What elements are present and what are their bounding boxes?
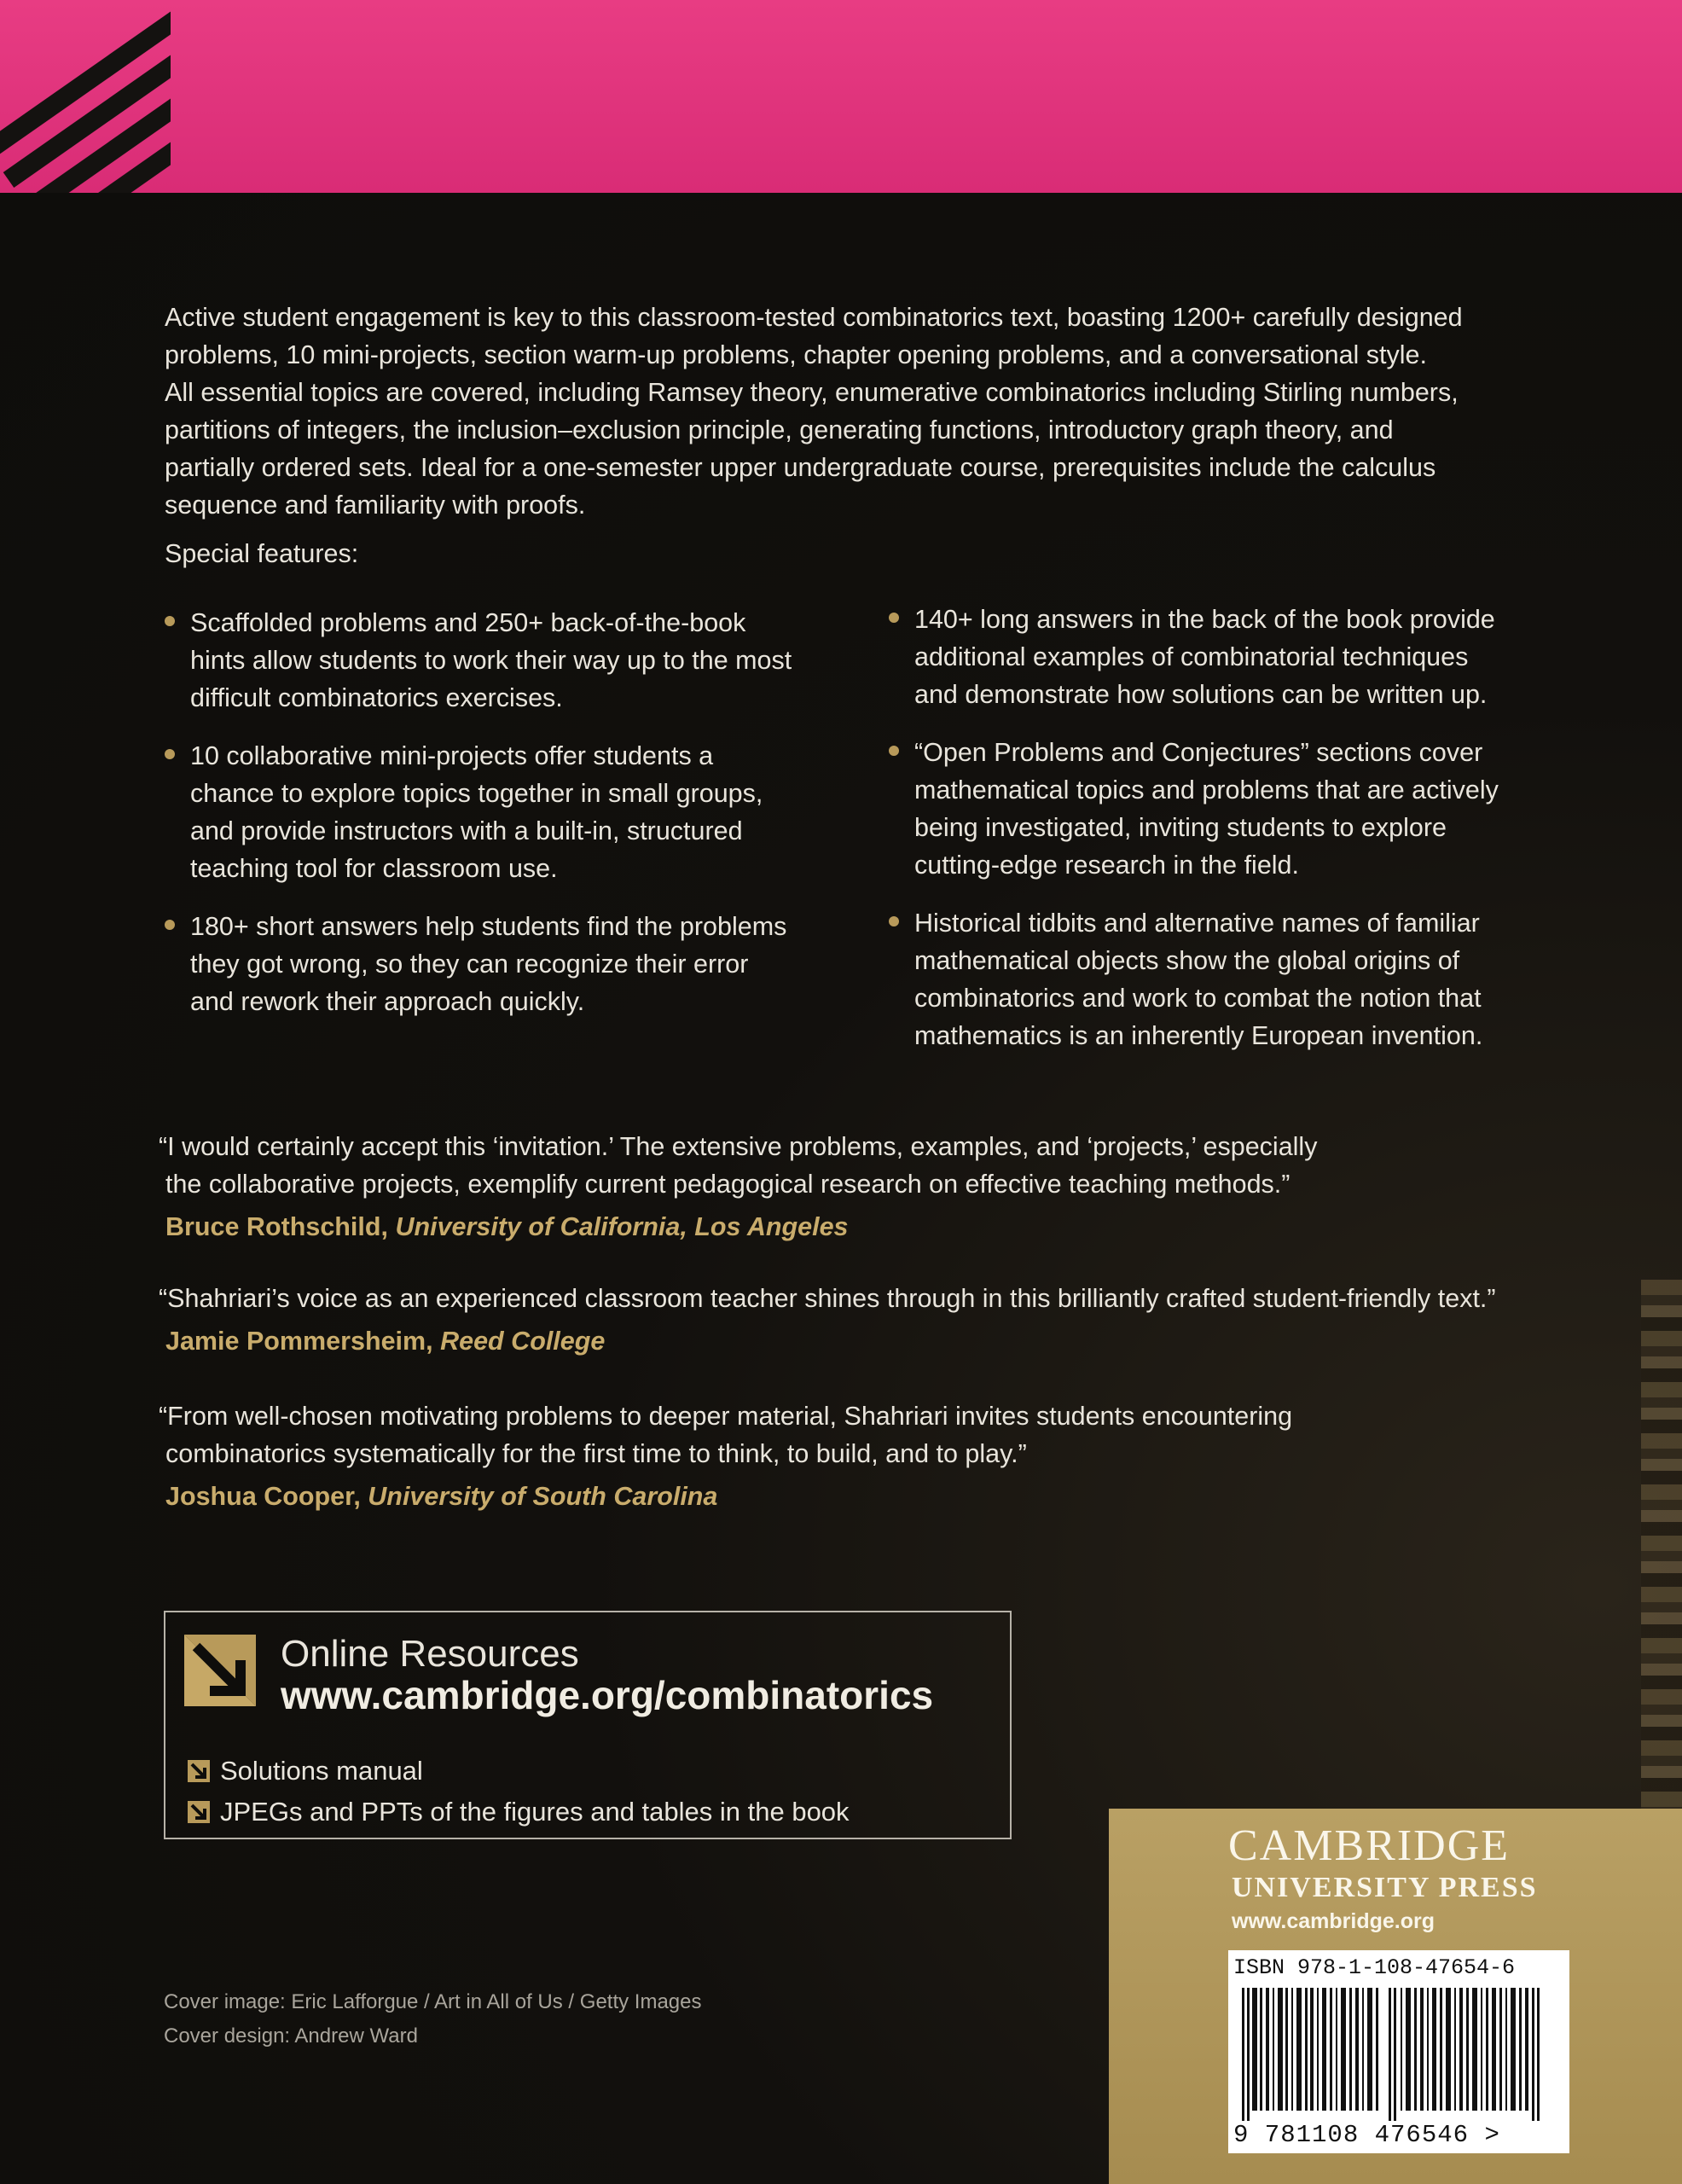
cover-design-credit: Cover design: Andrew Ward bbox=[164, 2024, 418, 2048]
reviewer-affiliation: Reed College bbox=[440, 1327, 606, 1356]
blurb-line: All essential topics are covered, including Ramsey theory, enumerative combinatorics including Stirling numbers, bbox=[165, 378, 1459, 407]
reviewer-affiliation: University of California, Los Angeles bbox=[395, 1212, 849, 1241]
resource-item-figures: JPEGs and PPTs of the figures and tables in the book bbox=[188, 1797, 850, 1827]
blurb-line: problems, 10 mini-projects, section warm-up problems, chapter opening problems, and a conversational style. bbox=[165, 340, 1427, 369]
feature-item: “Open Problems and Conjectures” sections cover mathematical topics and problems that are actively being investigated, inviting students to explore cutting-edge research in the field. bbox=[889, 734, 1554, 884]
feature-item: 140+ long answers in the back of the book provide additional examples of combinatorial techniques and demonstrate how solutions can be written up. bbox=[889, 601, 1554, 713]
isbn-label: ISBN 978-1-108-47654-6 bbox=[1233, 1955, 1516, 1980]
bullet-icon bbox=[889, 746, 899, 756]
reviewer-name: Bruce Rothschild, University of California, Los Angeles bbox=[165, 1212, 849, 1241]
review-quote: “Shahriari’s voice as an experienced classroom teacher shines through in this brilliantly crafted student-friendly text.” Jamie Pommersheim, Reed College bbox=[159, 1280, 1566, 1360]
cover-credits bbox=[164, 1985, 702, 2053]
publisher-subtitle: UNIVERSITY PRESS bbox=[1232, 1872, 1538, 1903]
barcode-bars bbox=[1242, 1988, 1556, 2121]
reviewer-name: Jamie Pommersheim, Reed College bbox=[165, 1327, 606, 1356]
arrow-down-right-icon bbox=[184, 1635, 256, 1706]
features-left-column bbox=[165, 604, 830, 1041]
feature-item: Historical tidbits and alternative names of familiar mathematical objects show the global origins of combinatorics and work to combat the notion that mathematics is an inherently European invention. bbox=[889, 904, 1554, 1054]
blurb-line: partitions of integers, the inclusion–exclusion principle, generating functions, introductory graph theory, and bbox=[165, 415, 1394, 444]
publisher-url: www.cambridge.org bbox=[1232, 1909, 1436, 1933]
resource-item-solutions: Solutions manual bbox=[188, 1756, 423, 1786]
review-quote: “From well-chosen motivating problems to deeper material, Shahriari invites students encountering combinatorics systematically for the first time to think, to build, and to play.” Joshua Cooper, University of South Carolina bbox=[159, 1397, 1566, 1515]
blurb-line: partially ordered sets. Ideal for a one-semester upper undergraduate course, prerequisites include the calculus bbox=[165, 453, 1436, 482]
review-quote: “I would certainly accept this ‘invitation.’ The extensive problems, examples, and ‘projects,’ especially the collaborative projects, exemplify current pedagogical research on effective teaching methods.” Bruce Rothschild, University of California, Los Angeles bbox=[159, 1128, 1566, 1246]
description-blurb bbox=[165, 299, 1529, 524]
reviewer-name: Joshua Cooper, University of South Carolina bbox=[165, 1482, 718, 1511]
features-right-column bbox=[889, 601, 1554, 1075]
blurb-line: sequence and familiarity with proofs. bbox=[165, 491, 586, 520]
resources-title: Online Resources bbox=[281, 1633, 579, 1675]
arrow-down-right-icon bbox=[188, 1760, 210, 1782]
barcode-digits: 9 781108 476546 > bbox=[1233, 2121, 1500, 2149]
diagonal-stripes-decoration bbox=[0, 0, 171, 193]
bullet-icon bbox=[889, 613, 899, 623]
feature-item: 10 collaborative mini-projects offer students a chance to explore topics together in small groups, and provide instructors with a built-in, structured teaching tool for classroom use. bbox=[165, 737, 830, 887]
blurb-line: Active student engagement is key to this classroom-tested combinatorics text, boasting 1200+ carefully designed bbox=[165, 303, 1463, 332]
reviewer-affiliation: University of South Carolina bbox=[368, 1482, 718, 1511]
barcode bbox=[1228, 1950, 1569, 2153]
bullet-icon bbox=[165, 920, 175, 930]
publisher-name: CAMBRIDGE bbox=[1228, 1821, 1511, 1870]
feature-item: Scaffolded problems and 250+ back-of-the-book hints allow students to work their way up to the most difficult combinatorics exercises. bbox=[165, 604, 830, 717]
top-color-band bbox=[0, 0, 1682, 193]
resources-link[interactable]: www.cambridge.org/combinatorics bbox=[281, 1673, 934, 1717]
bullet-icon bbox=[165, 749, 175, 759]
cover-image-credit: Cover image: Eric Lafforgue / Art in All of Us / Getty Images bbox=[164, 1990, 702, 2013]
arrow-down-right-icon bbox=[188, 1801, 210, 1823]
online-resources-box bbox=[164, 1611, 1012, 1839]
special-features-heading: Special features: bbox=[165, 539, 359, 568]
bullet-icon bbox=[889, 916, 899, 926]
publisher-panel bbox=[1109, 1809, 1682, 2184]
feature-item: 180+ short answers help students find the problems they got wrong, so they can recognize their error and rework their approach quickly. bbox=[165, 908, 830, 1020]
bullet-icon bbox=[165, 616, 175, 626]
